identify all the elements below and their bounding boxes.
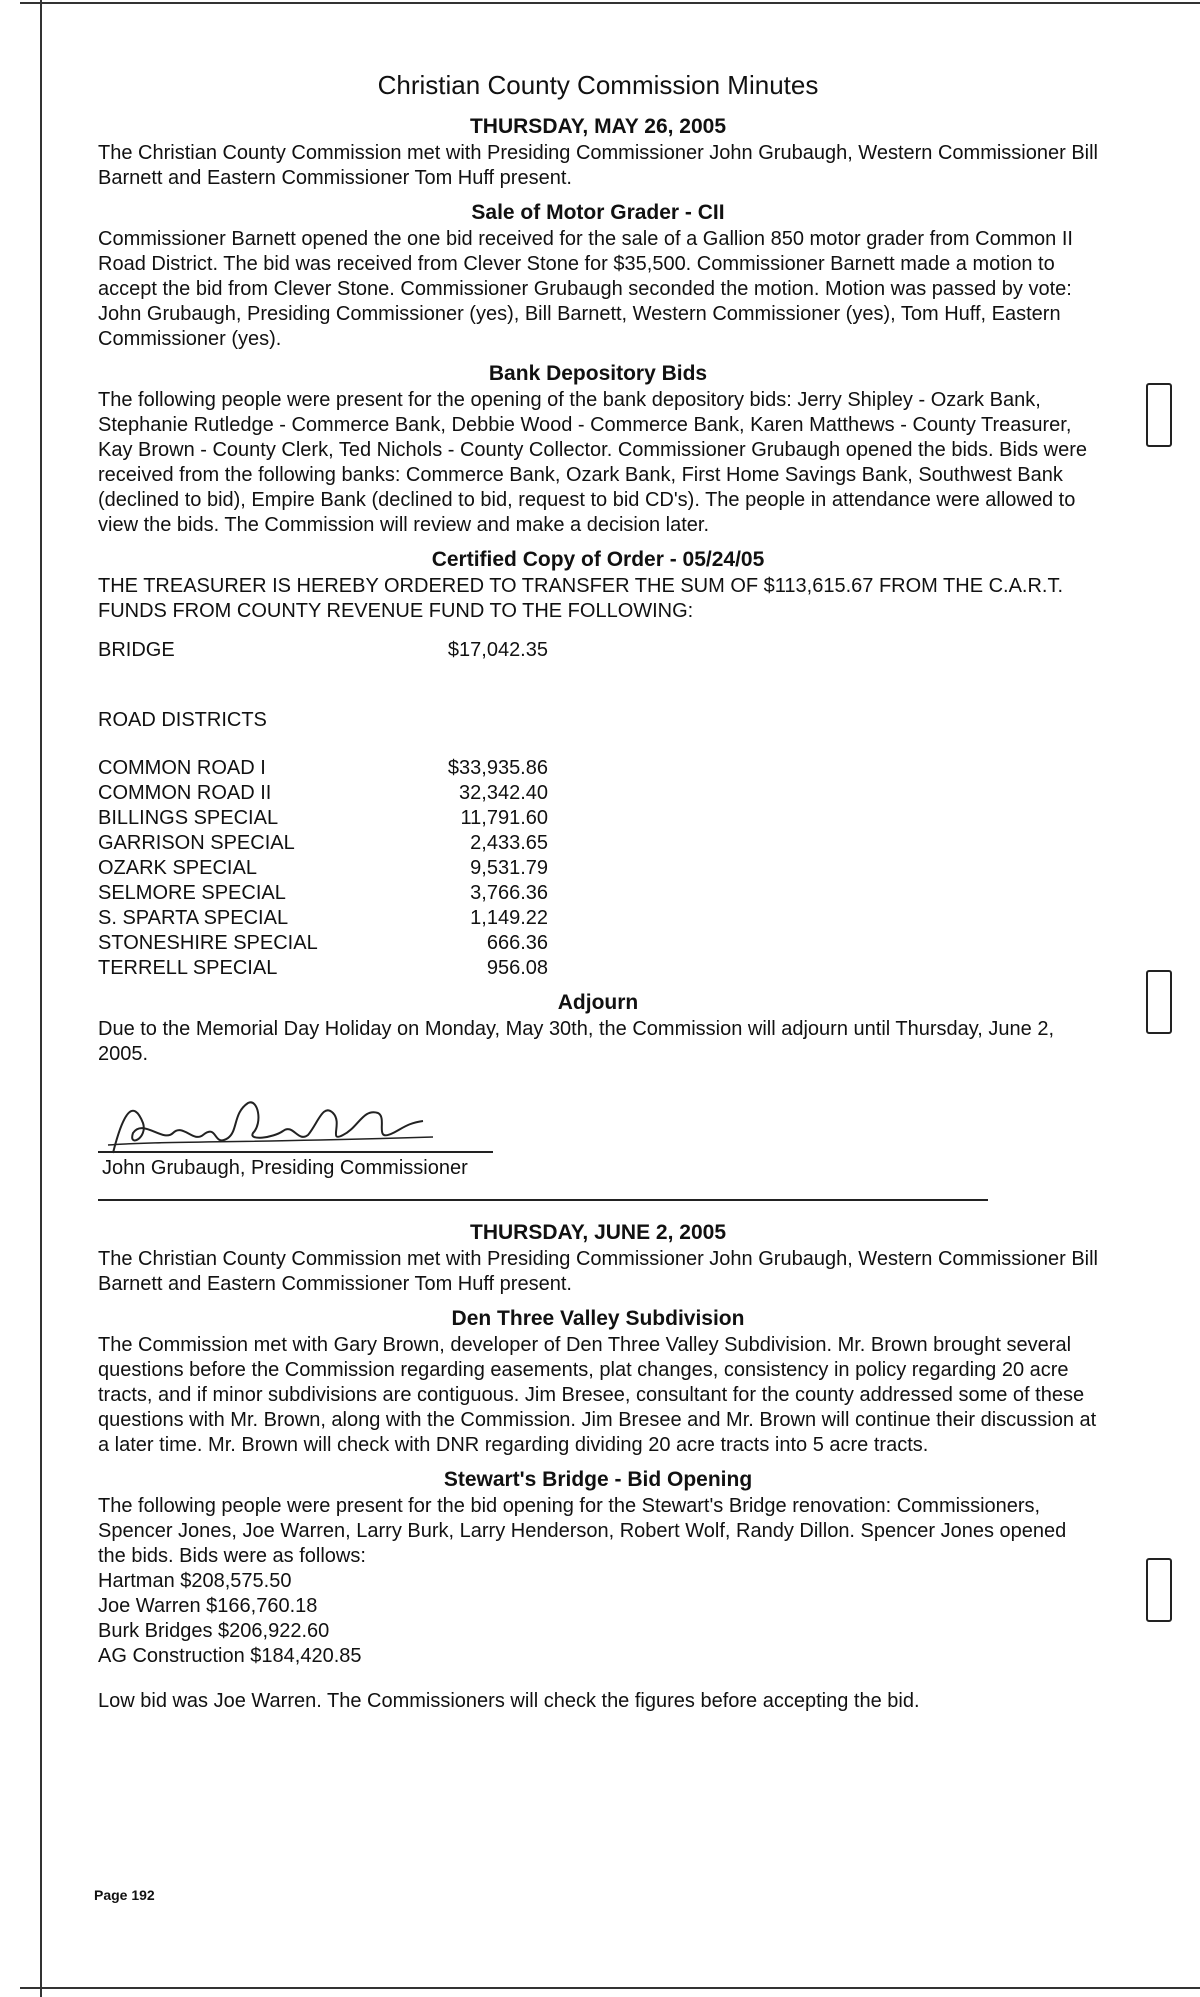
page-top-edge — [20, 2, 1200, 4]
meeting-intro: The Christian County Commission met with Presiding Commissioner John Grubaugh, Western Commissioner Bill Barnett and Eastern Commissioner Tom Huff present. — [98, 142, 1098, 189]
meeting-date-heading: THURSDAY, MAY 26, 2005 — [469, 115, 727, 138]
district-name: BILLINGS SPECIAL — [98, 807, 279, 829]
district-name: S. SPARTA SPECIAL — [98, 907, 289, 929]
motor-grader-text: Commissioner Barnett opened the one bid received for the sale of a Gallion 850 motor grader from Common II Road District. The bid was received from Clever Stone for $35,500. Commissioner Barnett made a motion to accept the bid from Clever Stone. Commissioner Grubaugh seconded the motion. Motion was passed by vote: John Grubaugh, Presiding Commissioner (yes), Bill Barnett, Western Commissioner (yes), Tom Huff, Eastern Commissioner (yes). — [98, 228, 1073, 350]
district-amount: 956.08 — [486, 957, 548, 979]
district-name: TERRELL SPECIAL — [98, 957, 278, 979]
district-amount: $33,935.86 — [447, 757, 548, 779]
district-row — [98, 831, 1098, 856]
district-name: GARRISON SPECIAL — [98, 832, 295, 854]
signature-block — [98, 1093, 1098, 1193]
district-amount: 1,149.22 — [470, 907, 548, 929]
stewarts-bridge-text: The following people were present for the bid opening for the Stewart's Bridge renovation: Commissioners, Spencer Jones, Joe Warren, Larry Burk, Larry Henderson, Robert Wolf, Randy Dillon. Spencer Jones opened the bids. Bids were as follows: — [98, 1495, 1067, 1567]
road-districts-list — [98, 756, 1098, 981]
meeting-intro: The Christian County Commission met with Presiding Commissioner John Grubaugh, Western Commissioner Bill Barnett and Eastern Commissioner Tom Huff present. — [98, 1248, 1098, 1295]
district-row — [98, 931, 1098, 956]
minutes-content — [98, 70, 1098, 1714]
district-amount: 666.36 — [486, 932, 548, 954]
bid-item: AG Construction $184,420.85 — [98, 1645, 362, 1667]
closing-text: Low bid was Joe Warren. The Commissioners will check the figures before accepting the bid. — [98, 1690, 920, 1712]
bid-item: Joe Warren $166,760.18 — [98, 1595, 318, 1617]
bid-item: Burk Bridges $206,922.60 — [98, 1620, 330, 1642]
page-bottom-edge — [20, 1987, 1200, 1989]
district-amount: 9,531.79 — [470, 857, 548, 879]
den-three-text: The Commission met with Gary Brown, developer of Den Three Valley Subdivision. Mr. Brown brought several questions before the Commission regarding easements, plat changes, consistency in policy regarding 20 acre tracts, and if minor subdivisions are contiguous. Jim Bresee, consultant for the county addressed some of these questions with Mr. Brown, along with the Commission. Jim Bresee and Mr. Brown will continue their discussion at a later time. Mr. Brown will check with DNR regarding dividing 20 acre tracts into 5 acre tracts. — [98, 1334, 1097, 1456]
district-row — [98, 806, 1098, 831]
margin-tab-marker — [1146, 970, 1172, 1034]
meeting-date-heading: THURSDAY, JUNE 2, 2005 — [470, 1221, 726, 1244]
road-districts-title: ROAD DISTRICTS — [98, 709, 267, 731]
section-heading-stewarts-bridge: Stewart's Bridge - Bid Opening — [443, 1468, 753, 1491]
document-title: Christian County Commission Minutes — [377, 70, 819, 100]
section-heading-adjourn: Adjourn — [557, 991, 639, 1014]
section-heading-bank-bids: Bank Depository Bids — [488, 362, 708, 385]
bid-item: Hartman $208,575.50 — [98, 1570, 292, 1592]
district-name: COMMON ROAD I — [98, 757, 266, 779]
district-name: SELMORE SPECIAL — [98, 882, 286, 904]
district-amount: 11,791.60 — [460, 807, 548, 829]
district-name: STONESHIRE SPECIAL — [98, 932, 318, 954]
meeting-divider — [98, 1199, 988, 1201]
district-row — [98, 881, 1098, 906]
district-row — [98, 856, 1098, 881]
section-heading-den-three: Den Three Valley Subdivision — [451, 1307, 745, 1330]
district-name: COMMON ROAD II — [98, 782, 272, 804]
district-amount: 3,766.36 — [470, 882, 548, 904]
signature-line — [98, 1151, 493, 1153]
certified-order-text: THE TREASURER IS HEREBY ORDERED TO TRANSFER THE SUM OF $113,615.67 FROM THE C.A.R.T. FUNDS FROM COUNTY REVENUE FUND TO THE FOLLOWING: — [98, 575, 1064, 622]
page-left-edge — [0, 0, 42, 1997]
page-number: Page 192 — [94, 1887, 155, 1903]
bridge-amount: $17,042.35 — [447, 639, 548, 661]
bid-list — [98, 1569, 1098, 1669]
bank-bids-text: The following people were present for the opening of the bank depository bids: Jerry Shipley - Ozark Bank, Stephanie Rutledge - Commerce Bank, Debbie Wood - Commerce Bank, Karen Matthews - County Treasurer, Kay Brown - County Clerk, Ted Nichols - County Collector. Commissioner Grubaugh opened the bids. Bids were received from the following banks: Commerce Bank, Ozark Bank, First Home Savings Bank, Southwest Bank (declined to bid), Empire Bank (declined to bid, request to bid CD's). The people in attendance were allowed to view the bids. The Commission will review and make a decision later. — [98, 389, 1087, 536]
district-row — [98, 956, 1098, 981]
bridge-label: BRIDGE — [98, 639, 175, 661]
district-row — [98, 906, 1098, 931]
district-amount: 2,433.65 — [470, 832, 548, 854]
section-heading-certified-order: Certified Copy of Order - 05/24/05 — [431, 548, 765, 571]
section-heading-motor-grader: Sale of Motor Grader - CII — [471, 201, 725, 224]
adjourn-text: Due to the Memorial Day Holiday on Monday, May 30th, the Commission will adjourn until Thursday, June 2, 2005. — [98, 1018, 1055, 1065]
bridge-row — [98, 638, 1098, 663]
district-row — [98, 756, 1098, 781]
signature-caption: John Grubaugh, Presiding Commissioner — [102, 1157, 468, 1179]
district-amount: 32,342.40 — [459, 782, 548, 804]
margin-tab-marker — [1146, 383, 1172, 447]
district-row — [98, 781, 1098, 806]
margin-tab-marker — [1146, 1558, 1172, 1622]
district-name: OZARK SPECIAL — [98, 857, 257, 879]
